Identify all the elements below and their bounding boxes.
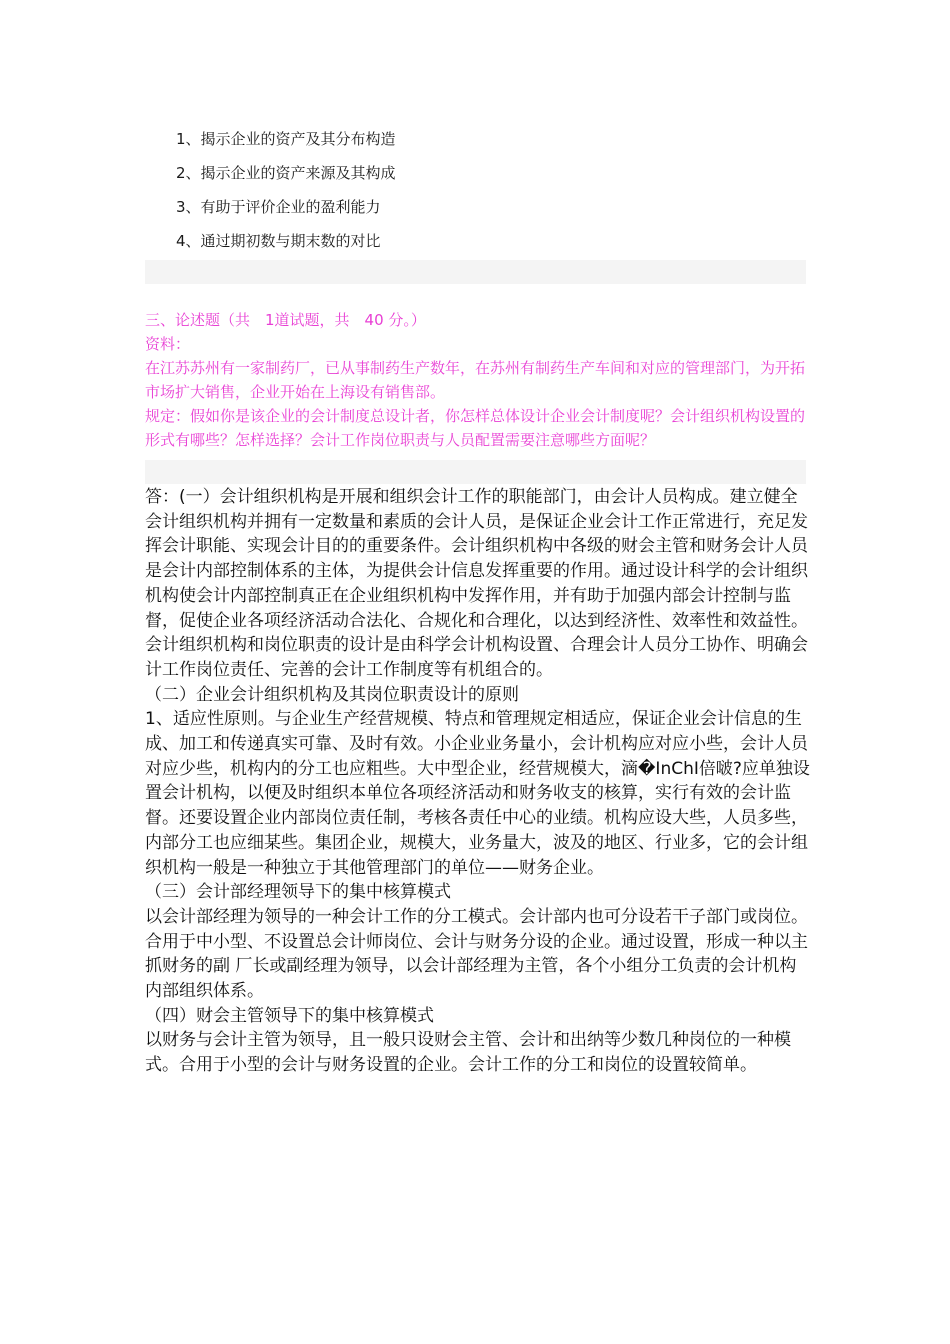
option-2: 2、揭示企业的资产来源及其构成 [176, 164, 396, 182]
section-4-title: （四）财会主管领导下的集中核算模式 [145, 1005, 434, 1026]
material-text: 在江苏苏州有一家制药厂，已从事制药生产数年，在苏州有制药生产车间和对应的管理部门，为开拓市场扩大销售，企业开始在上海设有销售部。 [145, 359, 806, 401]
question-heading: 三、论述题（共 1道试题，共 40 分。） [145, 311, 426, 329]
section-3-title: （三）会计部经理领导下的集中核算模式 [145, 882, 451, 903]
answer-body [145, 485, 810, 1078]
section-4-text: 以财务与会计主管为领导，且一般只设财会主管、会计和出纳等少数几种岗位的一种模式。合用于小型的会计与财务设置的企业。会计工作的分工和岗位的设置较简单。 [145, 1030, 791, 1076]
option-1: 1、揭示企业的资产及其分布构造 [176, 130, 396, 148]
essay-question [145, 308, 810, 452]
material-label: 资料： [145, 335, 191, 353]
section-2-title: （二）企业会计组织机构及其岗位职责设计的原则 [145, 684, 519, 705]
option-4: 4、通过期初数与期末数的对比 [176, 232, 381, 250]
section-3-text: 以会计部经理为领导的一种会计工作的分工模式。会计部内也可分设若干子部门或岗位。合用于中小型、不设置总会计师岗位、会计与财务分设的企业。通过设置，形成一种以主抓财务的副 厂长或副经理为领导，以会计部经理为主管，各个小组分工负责的会计机构内部组织体系。 [145, 906, 808, 1002]
section-2-text: 1、适应性原则。与企业生产经营规模、特点和管理规定相适应，保证企业会计信息的生成、加工和传递真实可靠、及时有效。小企业业务量小，会计机构应对应小些，会计人员对应少些，机构内的分工也应粗些。大中型企业，经营规模大，滴�InChI倍啵?应单独设置会计机构，以便及时组织本单位各项经济活动和财务收支的核算，实行有效的会计监督。还要设置企业内部岗位责任制，考核各责任中心的业绩。机构应设大些，人员多些，内部分工也应细某些。集团企业，规模大，业务量大，波及的地区、行业多，它的会计组织机构一般是一种独立于其他管理部门的单位——财务企业。 [145, 709, 810, 878]
separator-band [145, 260, 806, 284]
answer-intro: 答：(一）会计组织机构是开展和组织会计工作的职能部门，由会计人员构成。建立健全会计组织机构并拥有一定数量和素质的会计人员，是保证企业会计工作正常进行，充足发挥会计职能、实现会计目的的重要条件。会计组织机构中各级的财会主管和财务会计人员是会计内部控制体系的主体，为提供会计信息发挥重要的作用。通过设计科学的会计组织机构使会计内部控制真正在企业组织机构中发挥作用，并有助于加强内部会计控制与监督，促使企业各项经济活动合法化、合规化和合理化，以达到经济性、效率性和效益性。会计组织机构和岗位职责的设计是由科学会计机构设置、合理会计人员分工协作、明确会计工作岗位责任、完善的会计工作制度等有机组合的。 [145, 487, 808, 680]
separator-band [145, 460, 806, 484]
answer-options [176, 122, 776, 258]
option-3: 3、有助于评价企业的盈利能力 [176, 198, 381, 216]
requirement-text: 规定：假如你是该企业的会计制度总设计者，你怎样总体设计企业会计制度呢？会计组织机构设置的形式有哪些？怎样选择？会计工作岗位职责与人员配置需要注意哪些方面呢？ [145, 407, 806, 449]
